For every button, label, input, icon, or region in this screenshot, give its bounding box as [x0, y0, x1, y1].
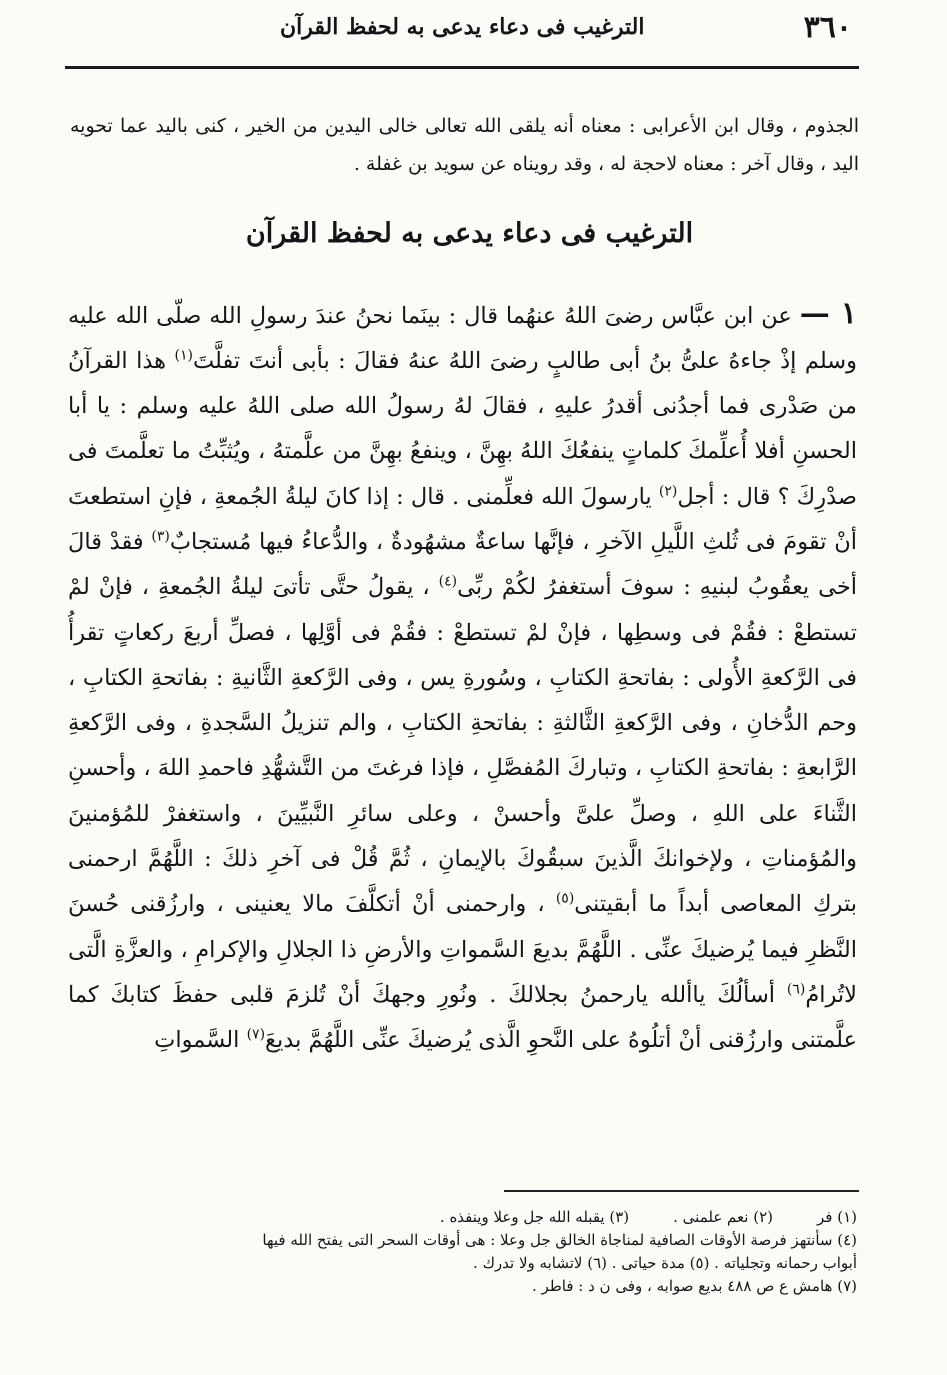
hadith-text-segment: يارسولَ الله فعلِّمنى . قال : إذا كانَ ليلةُ الجُمعةِ ، فإنِ استطعتَ أنْ تقومَ فى ثُلثِ اللَّيلِ الآخرِ ، فإنَّها ساعةٌ مشهُودةٌ ، والدُّعاءُ فيها مُستجابٌ [68, 483, 857, 555]
running-title: الترغيب فى دعاء يدعى به لحفظ القرآن [280, 14, 645, 40]
footnote-item: (٢) نعم علمنى . [673, 1208, 773, 1226]
page-header [70, 8, 852, 52]
footnote-marker: (٣) [151, 528, 170, 545]
hadith-text-segment: ، وارحمنى أنْ أتكلَّفَ مالا يعنينى ، وارزُقنى حُسنَ النَّظرِ فيما يُرضيكَ عنِّى . اللَّهُمَّ بديعَ السَّمواتِ والأرضِ ذا الجلالِ والإكرامِ ، والعزَّةِ الَّتى لاتُرامُ [68, 891, 858, 1008]
page-number: ٣٦٠ [803, 10, 852, 45]
footnote-marker: (٢) [658, 483, 678, 500]
hadith-text-segment: هذا القرآنُ من صَدْرى فما أجدُنى أقدرُ عليهِ ، فقالَ لهُ رسولُ الله صلى اللهُ عليه وسلم : يا أبا الحسنِ أفلا أُعلِّمكَ كلماتٍ ينفعُكَ اللهُ بهِنَّ ، وينفعُ بهِنَّ من علَّمتهُ ، ويُثبِّتُ ما تعلَّمتَ فى صدْرِكَ ؟ قال : أجل [68, 347, 857, 510]
footnote-line: (٧) هامش ع ص ٤٨٨ بديع صوابه ، وفى ن د : فاطر . [532, 1277, 857, 1295]
footnote-item: (١) فر [817, 1208, 857, 1226]
header-rule [65, 66, 859, 69]
hadith-text-segment: عن ابن عبَّاس رضىَ اللهُ عنهُما قال : بينَما نحنُ عندَ رسولِ الله صلّى الله عليه وسلم إذْ جاءهُ علىُّ بنُ أبى طالبٍ رضىَ اللهُ عنهُ فقالَ : بأبى أنتَ تفلَّتَ [68, 302, 858, 374]
footnote-item: (٣) يقبله الله جل وعلا وينفذه . [439, 1208, 630, 1226]
footnote-line [68, 1206, 857, 1229]
footnote-marker: (٥) [555, 890, 575, 907]
footnote-marker: (١) [174, 347, 193, 364]
hadith-text-segment: فقدْ قالَ أخى يعقُوبُ لبنيهِ : سوفَ أستغفرُ لكُمْ ربِّى [68, 528, 858, 601]
footnote-rule [504, 1190, 859, 1192]
hadith-number: ١ — [799, 295, 857, 331]
footnote-marker: (٤) [438, 573, 458, 590]
footnote-line: (٤) سأنتهز فرصة الأوقات الصافية لمناجاة الخالق جل وعلا : هى أوقات السحر التى يفتح الله فيها [262, 1231, 857, 1249]
footnotes [68, 1206, 857, 1298]
intro-paragraph: الجذوم ، وقال ابن الأعرابى : معناه أنه يلقى الله تعالى خالى اليدين من الخير ، كنى باليد عما تحويه اليد ، وقال آخر : معناه لاحجة له ، وقد رويناه عن سويد بن غفلة . [70, 115, 859, 175]
footnote-marker: (٦) [786, 981, 806, 998]
hadith-text-segment: السَّمواتِ [154, 1027, 240, 1054]
hadith-text-segment: أسألُكَ ياألله يارحمنُ بجلالكَ . ونُورِ وجهكَ أنْ تُلزمَ قلبى حفظَ كتابكَ كما علَّمتنى وارزُقنى أنْ أتلُوهُ على النَّحوِ الَّذى يُرضيكَ عنِّى اللَّهُمَّ بديعَ [68, 981, 857, 1054]
hadith-text [68, 291, 857, 1064]
section-heading: الترغيب فى دعاء يدعى به لحفظ القرآن [245, 218, 694, 250]
hadith-text-segment: ، يقولُ حتَّى تأتىَ ليلةُ الجُمعةِ ، فإنْ لمْ تستطعْ : فقُمْ فى وسطِها ، فإنْ لمْ تستطعْ : فقُمْ فى أوَّلِها ، فصلِّ أربعَ ركعاتٍ تقرأُ فى الرَّكعةِ الأُولى : بفاتحةِ الكتابِ ، وسُورةِ يس ، وفى الرَّكعةِ الثَّانيةِ : بفاتحةِ الكتابِ ، وحم الدُّخانِ ، وفى الرَّكعةِ الثَّالثةِ : بفاتحةِ الكتابِ ، والم تنزيلُ السَّجدةِ ، وفى الرَّكعةِ الرَّابعةِ : بفاتحةِ الكتابِ ، وتباركَ المُفصَّلِ ، فإذا فرغتَ من التَّشهُّدِ فاحمدِ اللهَ ، وأحسنِ الثَّناءَ على اللهِ ، وصلِّ علىَّ وأحسنْ ، وعلى سائرِ النَّبيِّينَ ، واستغفرْ للمُؤمنينَ والمُؤمناتِ ، ولإخوانكَ الَّذينَ سبقُوكَ بالإيمانِ ، ثُمَّ قُلْ فى آخرِ ذلكَ : اللَّهُمَّ ارحمنى بتركِ المعاصى أبداً ما أبقيتنى [68, 574, 858, 918]
footnote-marker: (٧) [246, 1026, 266, 1043]
footnote-line: أبواب رحمانه وتجلياته . (٥) مدة حياتى . (٦) لاتشابه ولا تدرك . [473, 1254, 857, 1272]
